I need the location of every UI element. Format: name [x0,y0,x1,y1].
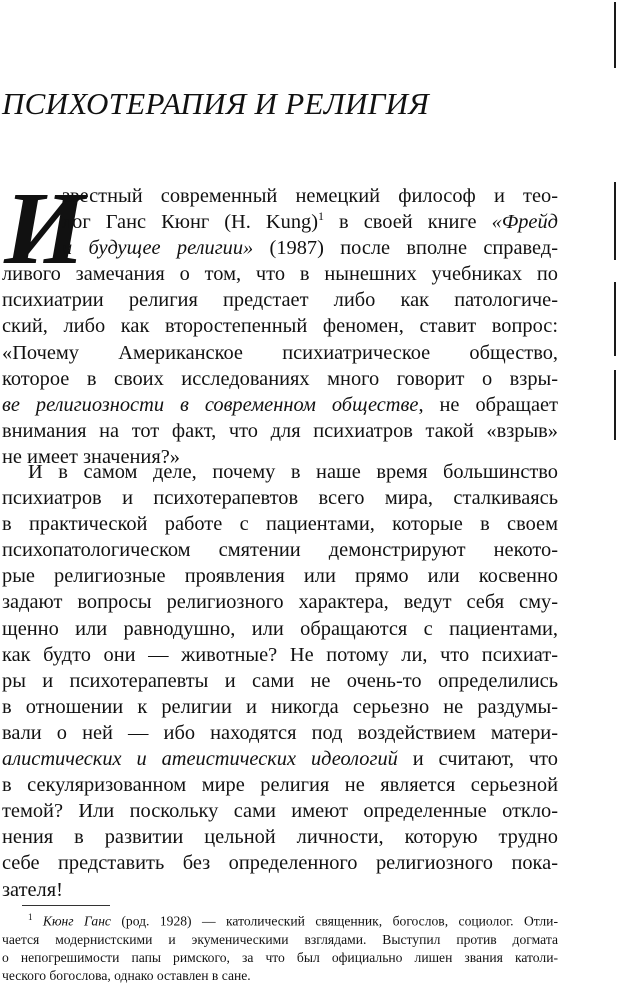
chapter-title: ПСИХОТЕРАПИЯ И РЕЛИГИЯ [2,86,430,121]
text-line: нения в развитии цельной личности, которую трудно [2,826,558,849]
footnote-line: о непогрешимости папы римского, за что был официально лишен звания католи- [2,949,558,965]
text-line: И в самом деле, почему в наше время большинство [28,461,558,483]
footnote-line: ческого богослова, однако оставлен в сане. [2,967,251,983]
text-line: ве религиозности в современном обществе, не обращает [2,393,558,416]
text-line: рые религиозные проявления или прямо или косвенно [2,565,558,588]
text-line: алистических и атеистических идеологий и считают, что [2,748,558,771]
text-line: не имеет значения?» [2,445,180,468]
paragraph-1 [2,171,558,470]
text-line: внимания на тот факт, что для психиатров такой «взрыв» [2,419,558,442]
page-edge-mark [614,2,616,68]
text-line: зателя! [2,878,63,901]
text-line: в секуляризованном мире религия не является серьезной [2,774,558,797]
footnote-line: чается модернистскими и экуменическими взглядами. Выступил против догмата [2,931,558,947]
text-line: психиатров и психотерапевтов всего мира, сталкиваясь [2,487,558,510]
text-line: в практической работе с пациентами, которые в своем [2,513,558,536]
paragraph-2 [2,459,558,903]
text-line: задают вопросы религиозного характера, ведут себя сму- [2,591,558,614]
text-line: себе представить без определенного религиозного пока- [2,852,558,875]
page-edge-mark [614,182,616,260]
text-line: темой? Или поскольку сами имеют определенные откло- [2,800,558,823]
footnote-line: $^1$ Кюнг Ганс (род. 1928) — католический священник, богослов, социолог. Отли- [28,912,558,929]
footnote [2,908,558,985]
text-line: как будто они — животные? Не потому ли, что психиат- [2,643,558,666]
text-line: вали о ней — ибо находятся под воздействием матери- [2,721,558,744]
text-line: ский, либо как второстепенный феномен, ставит вопрос: [2,315,558,338]
page-edge-mark [614,282,616,356]
text-line: психопатологическом смятении демонстрируют некото- [2,539,558,562]
footnote-divider [22,905,110,906]
text-line: ры и психотерапевты и сами не очень-то определились [2,669,558,692]
text-line: которое в своих исследованиях много говорит о взры- [2,367,558,390]
text-line: щенно или равнодушно, или обращаются с пациентами, [2,617,558,640]
drop-cap: И [4,171,85,286]
page-edge-mark [614,370,616,440]
text-line: звестный современный немецкий философ и тео- [62,185,558,207]
text-line: «Почему Американское психиатрическое общество, [2,341,558,364]
text-line: и будущее религии» (1987) после вполне справед- [62,237,558,260]
footnote-number: 1 [28,912,33,922]
text-line: психиатрии религия предстает либо как патологиче- [2,289,558,312]
text-line: в отношении к религии и никогда серьезно не раздумы- [2,695,558,718]
text-line: лог Ганс Кюнг (H. Kung)$^1$ в своей книге «Фрейд [62,209,558,234]
footnote-ref: 1 [318,209,325,224]
text-line: ливого замечания о том, что в нынешних учебниках по [2,263,558,286]
